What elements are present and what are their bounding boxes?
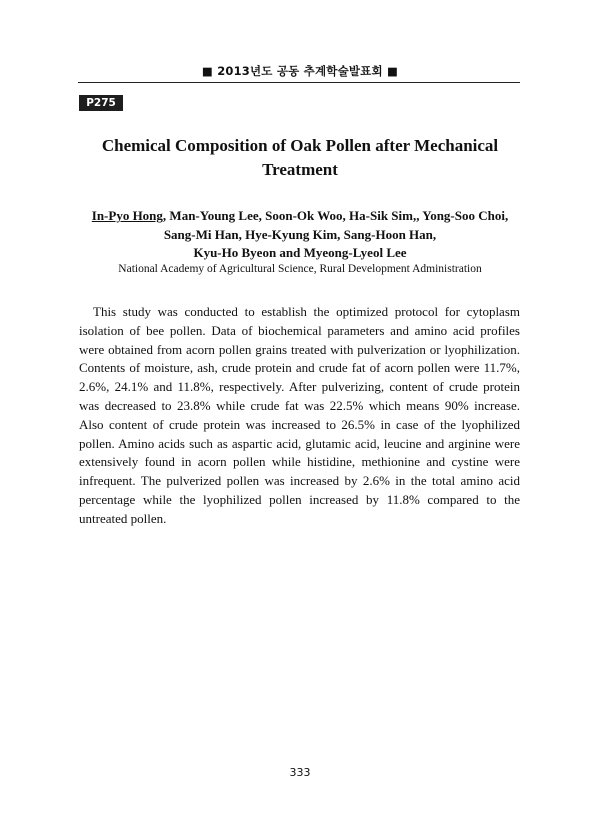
page-number: 333 — [289, 766, 311, 779]
affiliation: National Academy of Agricultural Science, Rural Development Administration — [118, 263, 482, 275]
coauthors-line-2: Sang-Mi Han, Hye-Kyung Kim, Sang-Hoon Han, — [163, 226, 437, 242]
author-list — [60, 207, 540, 263]
header-rule — [78, 82, 520, 83]
coauthors-line-1: , Man-Young Lee, Soon-Ok Woo, Ha-Sik Sim,, Yong-Soo Choi, — [162, 208, 509, 223]
coauthors-line-3: Kyu-Ho Byeon and Myeong-Lyeol Lee — [193, 245, 407, 260]
abstract-text: This study was conducted to establish the optimized protocol for cytoplasm isolation of bee pollen. Data of biochemical parameters and amino acid profiles were obtained from acorn pollen grains treated with pulverization or lyophilization. Contents of moisture, ash, crude protein and crude fat of acorn pollen were 11.7%, 2.6%, 24.1% and 11.8%, respectively. After pulverizing, content of crude protein was decreased to 23.8% while crude fat was 22.5% which means 90% increase. Also content of crude protein was increased to 26.5% in case of the lyophilized pollen. Amino acids such as aspartic acid, glutamic acid, leucine and arginine were extensively found in acorn pollen while histidine, methionine and cystine were infrequent. The pulverized pollen was increased by 2.6% in the total amino acid percentage while the lyophilized pollen increased by 11.8% compared to the untreated pollen. — [79, 304, 520, 526]
poster-number-badge: P275 — [79, 95, 123, 111]
presenting-author: In-Pyo Hong — [91, 208, 163, 223]
running-header: ■ 2013년도 공동 추계학술발표회 ■ — [201, 64, 399, 78]
paper-title: Chemical Composition of Oak Pollen after Mechanical Treatment — [101, 136, 499, 179]
